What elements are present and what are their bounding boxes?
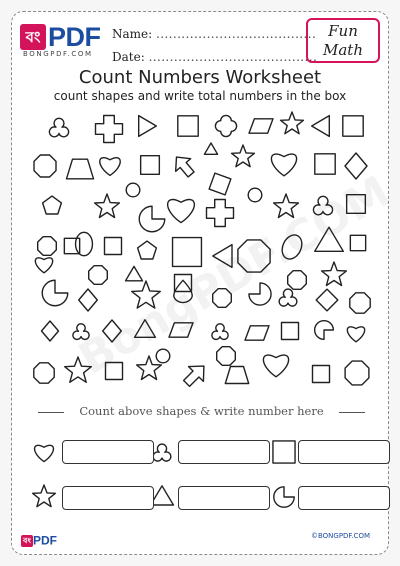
octagon-shape bbox=[217, 347, 236, 366]
star-shape bbox=[281, 112, 304, 134]
heart-outline bbox=[168, 200, 195, 223]
square-outline bbox=[313, 366, 330, 383]
heart-outline bbox=[271, 154, 296, 176]
fun-math-line2: Math bbox=[323, 41, 363, 59]
name-label: Name: bbox=[112, 27, 153, 41]
pacman-shape bbox=[42, 280, 68, 306]
triangle-outline bbox=[126, 266, 143, 280]
divider bbox=[38, 405, 365, 419]
square-outline bbox=[350, 235, 365, 250]
star-shape bbox=[274, 194, 299, 218]
arrow-outline bbox=[169, 151, 199, 181]
pacman-shape bbox=[315, 321, 334, 340]
square-outline bbox=[347, 195, 366, 214]
triangle-outline bbox=[135, 320, 156, 338]
logo-site-text: BONGPDF.COM bbox=[23, 50, 93, 58]
octagon-shape bbox=[350, 293, 370, 313]
octagon-outline bbox=[345, 361, 369, 385]
octagon-shape bbox=[34, 363, 54, 383]
triangle-shape bbox=[139, 116, 157, 137]
heart-outline bbox=[35, 445, 54, 461]
pacman-outline bbox=[315, 321, 334, 340]
triangle-outline bbox=[139, 116, 157, 137]
clover-outline bbox=[49, 118, 68, 136]
circle-shape bbox=[126, 183, 140, 197]
answer-box-triangle[interactable] bbox=[178, 486, 270, 510]
star-shape bbox=[95, 194, 120, 218]
answer-box-heart[interactable] bbox=[62, 440, 154, 464]
square-shape bbox=[282, 323, 299, 340]
star-shape bbox=[33, 485, 56, 507]
star-outline bbox=[322, 262, 347, 286]
square-shape bbox=[105, 238, 122, 255]
octagon-shape bbox=[345, 361, 369, 385]
octagon-shape bbox=[38, 237, 57, 256]
octagon-outline bbox=[350, 293, 370, 313]
circle-shape bbox=[248, 188, 262, 202]
square-shape bbox=[173, 238, 202, 267]
divider-text: Count above shapes & write number here bbox=[79, 404, 324, 418]
fun-math-line1: Fun bbox=[328, 22, 358, 40]
pentagon-outline bbox=[138, 241, 157, 259]
trapezoid-outline bbox=[225, 367, 248, 384]
diamond-shape bbox=[345, 153, 367, 179]
heart-shape bbox=[100, 158, 120, 176]
square-outline bbox=[209, 173, 231, 195]
square-outline bbox=[175, 275, 192, 292]
triangle-outline bbox=[312, 116, 330, 137]
square-shape bbox=[209, 173, 231, 195]
star-outline bbox=[65, 357, 92, 382]
square-outline bbox=[141, 156, 160, 175]
square-outline bbox=[106, 363, 123, 380]
triangle-outline bbox=[213, 245, 232, 268]
square-shape bbox=[273, 441, 295, 463]
answer-box-pacman[interactable] bbox=[298, 486, 390, 510]
worksheet-title: Count Numbers Worksheet bbox=[78, 67, 322, 88]
square-outline bbox=[178, 116, 198, 136]
clover-outline bbox=[212, 324, 228, 340]
flower-outline bbox=[215, 115, 236, 136]
heart-shape bbox=[168, 200, 195, 223]
parallelogram-shape bbox=[245, 326, 269, 340]
star-shape bbox=[65, 357, 92, 382]
triangle-shape bbox=[312, 116, 330, 137]
footer-logo-badge: বং bbox=[21, 535, 33, 547]
triangle-outline bbox=[204, 143, 217, 154]
arrow-shape bbox=[169, 151, 199, 181]
diamond-outline bbox=[103, 320, 122, 342]
heart-shape bbox=[35, 445, 54, 461]
divider-line-left bbox=[38, 412, 64, 413]
heart-shape bbox=[347, 327, 364, 342]
square-shape bbox=[313, 366, 330, 383]
date-label: Date: bbox=[112, 50, 145, 64]
circle-outline bbox=[248, 188, 262, 202]
pentagon-shape bbox=[138, 241, 157, 259]
parallelogram-outline bbox=[245, 326, 269, 340]
triangle-shape bbox=[213, 245, 232, 268]
footer-url: ©BONGPDF.COM bbox=[310, 532, 370, 540]
trapezoid-shape bbox=[225, 367, 248, 384]
clover-outline bbox=[73, 324, 89, 340]
footer-logo-text: PDF bbox=[33, 533, 57, 548]
name-dots: ...................................... bbox=[156, 27, 317, 41]
star-outline bbox=[274, 194, 299, 218]
star-outline bbox=[132, 281, 161, 308]
answer-box-square[interactable] bbox=[298, 440, 390, 464]
heart-shape bbox=[35, 258, 52, 273]
oval-outline bbox=[76, 232, 93, 255]
square-outline bbox=[315, 154, 335, 174]
star-outline bbox=[33, 485, 56, 507]
pacman-shape bbox=[274, 487, 294, 507]
diamond-outline bbox=[42, 321, 59, 341]
octagon-outline bbox=[89, 266, 108, 285]
square-outline bbox=[343, 116, 363, 136]
octagon-outline bbox=[238, 240, 270, 272]
oval-outline bbox=[278, 232, 305, 263]
diamond-outline bbox=[79, 289, 98, 311]
triangle-shape bbox=[126, 266, 143, 280]
square-shape bbox=[316, 289, 338, 311]
triangle-shape bbox=[151, 486, 174, 505]
triangle-shape bbox=[135, 320, 156, 338]
star-shape bbox=[322, 262, 347, 286]
triangle-shape bbox=[315, 227, 344, 251]
octagon-outline bbox=[34, 155, 56, 177]
octagon-shape bbox=[238, 240, 270, 272]
circle-outline bbox=[156, 349, 170, 363]
parallelogram-shape bbox=[249, 119, 273, 133]
square-outline bbox=[316, 289, 338, 311]
square-outline bbox=[282, 323, 299, 340]
trapezoid-shape bbox=[67, 159, 94, 179]
pacman-outline bbox=[249, 283, 271, 305]
star-outline bbox=[232, 145, 255, 167]
heart-shape bbox=[271, 154, 296, 176]
oval-shape bbox=[76, 232, 93, 255]
oval-shape bbox=[278, 232, 305, 263]
diamond-shape bbox=[42, 321, 59, 341]
square-shape bbox=[315, 154, 335, 174]
octagon-shape bbox=[288, 271, 307, 290]
heart-outline bbox=[347, 327, 364, 342]
heart-outline bbox=[100, 158, 120, 176]
octagon-outline bbox=[217, 347, 236, 366]
octagon-outline bbox=[34, 363, 54, 383]
star-outline bbox=[95, 194, 120, 218]
cross-shape bbox=[96, 116, 123, 143]
heart-outline bbox=[35, 258, 52, 273]
arrow-outline bbox=[179, 359, 211, 391]
circle-shape bbox=[156, 349, 170, 363]
pacman-outline bbox=[139, 206, 165, 232]
square-shape bbox=[141, 156, 160, 175]
clover-outline bbox=[313, 196, 332, 214]
octagon-outline bbox=[213, 289, 232, 308]
heart-outline bbox=[263, 355, 288, 377]
pacman-outline bbox=[42, 280, 68, 306]
parallelogram-outline bbox=[169, 323, 193, 337]
square-outline bbox=[173, 238, 202, 267]
triangle-shape bbox=[204, 143, 217, 154]
square-shape bbox=[175, 275, 192, 292]
pacman-shape bbox=[139, 206, 165, 232]
square-outline bbox=[273, 441, 295, 463]
clover-shape bbox=[279, 289, 297, 306]
diamond-shape bbox=[79, 289, 98, 311]
pacman-outline bbox=[274, 487, 294, 507]
diamond-shape bbox=[103, 320, 122, 342]
octagon-outline bbox=[38, 237, 57, 256]
footer-logo bbox=[21, 530, 57, 548]
star-outline bbox=[281, 112, 304, 134]
clover-shape bbox=[73, 324, 89, 340]
pacman-shape bbox=[249, 283, 271, 305]
square-shape bbox=[350, 235, 365, 250]
clover-shape bbox=[313, 196, 332, 214]
triangle-outline bbox=[315, 227, 344, 251]
answer-box-star[interactable] bbox=[62, 486, 154, 510]
arrow-shape bbox=[179, 359, 211, 391]
answer-box-clover[interactable] bbox=[178, 440, 270, 464]
square-outline bbox=[105, 238, 122, 255]
cross-outline bbox=[96, 116, 123, 143]
square-shape bbox=[178, 116, 198, 136]
square-shape bbox=[347, 195, 366, 214]
flower-shape bbox=[215, 115, 236, 136]
circle-outline bbox=[126, 183, 140, 197]
square-shape bbox=[106, 363, 123, 380]
star-shape bbox=[132, 281, 161, 308]
clover-outline bbox=[279, 289, 297, 306]
triangle-outline bbox=[151, 486, 174, 505]
diamond-outline bbox=[345, 153, 367, 179]
parallelogram-outline bbox=[249, 119, 273, 133]
cross-outline bbox=[207, 200, 234, 227]
worksheet-subtitle: count shapes and write total numbers in the box bbox=[53, 89, 347, 103]
date-dots: ........................................ bbox=[148, 50, 318, 64]
clover-shape bbox=[49, 118, 68, 136]
heart-shape bbox=[263, 355, 288, 377]
logo-badge: বং bbox=[20, 24, 46, 50]
clover-shape bbox=[212, 324, 228, 340]
parallelogram-shape bbox=[169, 323, 193, 337]
octagon-shape bbox=[213, 289, 232, 308]
octagon-shape bbox=[89, 266, 108, 285]
square-shape bbox=[343, 116, 363, 136]
clover-outline bbox=[153, 444, 171, 461]
clover-shape bbox=[153, 444, 171, 461]
octagon-outline bbox=[288, 271, 307, 290]
cross-shape bbox=[207, 200, 234, 227]
star-shape bbox=[232, 145, 255, 167]
octagon-shape bbox=[34, 155, 56, 177]
trapezoid-outline bbox=[67, 159, 94, 179]
pentagon-outline bbox=[43, 196, 62, 214]
divider-line-right bbox=[339, 412, 365, 413]
logo-pdf-text: PDF bbox=[48, 22, 101, 52]
pentagon-shape bbox=[43, 196, 62, 214]
